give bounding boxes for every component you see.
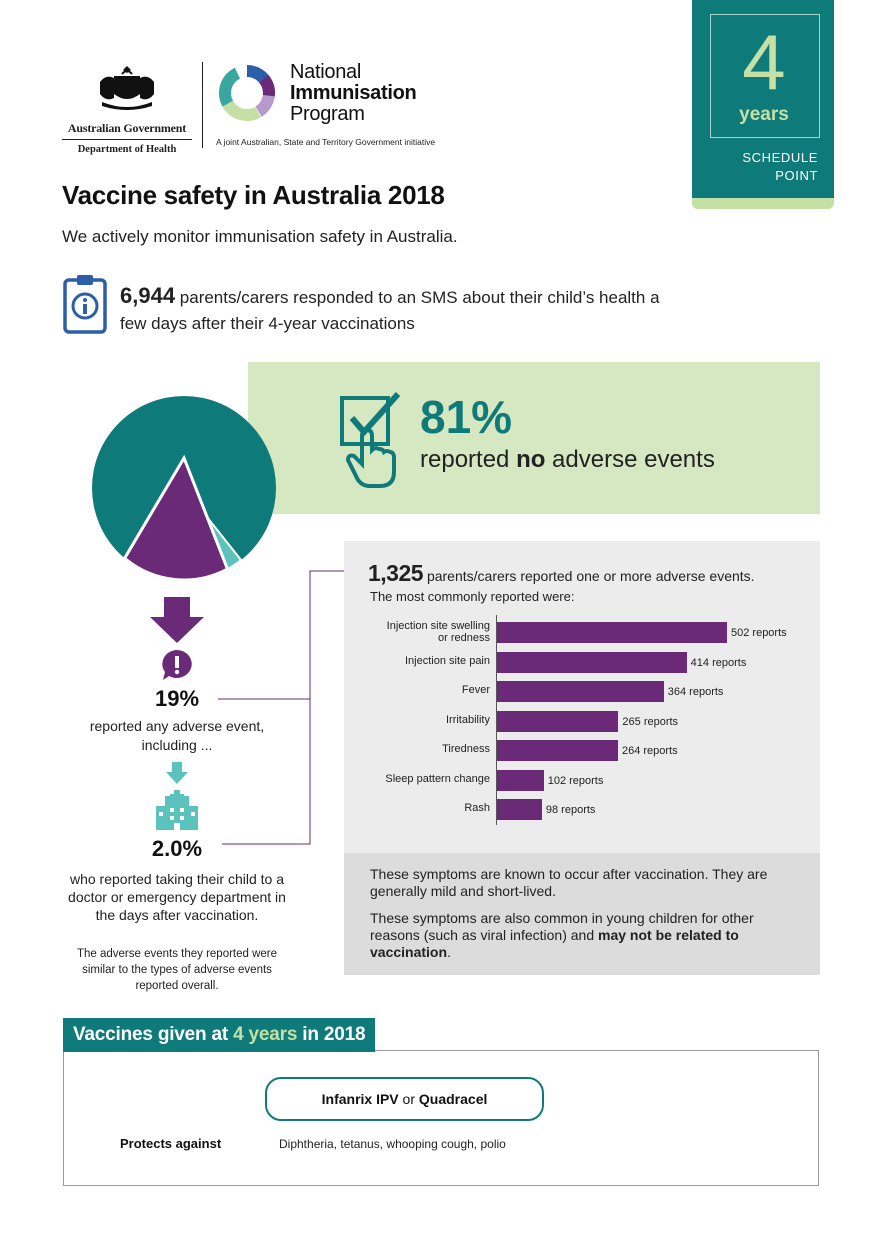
- vaccine-b: Quadracel: [418, 1091, 488, 1107]
- schedule-unit: years: [739, 104, 789, 125]
- any-adverse-text: reported any adverse event, including ...: [89, 718, 265, 753]
- government-name: Australian Government: [67, 121, 187, 135]
- bar-category-label: Injection site pain: [405, 654, 490, 667]
- symptoms-note-2: [370, 910, 800, 961]
- symptoms-note-2-pre: These symptoms are also common in young children for other reasons (such as viral infection) and: [370, 910, 754, 943]
- small-arrow-down-icon: [166, 762, 188, 784]
- adverse-pie-chart: [62, 382, 307, 587]
- schedule-number: 4: [742, 18, 786, 106]
- program-name-line2: Immunisation: [290, 82, 417, 104]
- adverse-summary: [368, 560, 755, 587]
- bar-value-label: 265 reports: [622, 715, 679, 728]
- sms-count: 6,944: [120, 283, 176, 308]
- program-subtitle: A joint Australian, State and Territory Government initiative: [216, 137, 436, 147]
- no-adverse-text-pre: reported: [420, 446, 517, 473]
- vaccine-a: Infanrix IPV: [321, 1091, 399, 1107]
- no-adverse-percent: 81%: [420, 391, 513, 443]
- bar-3: [497, 681, 664, 702]
- bar-5: [497, 740, 618, 761]
- bar-category-label: Injection site swelling or redness: [386, 620, 490, 644]
- doctor-percent: 2.0%: [151, 836, 203, 861]
- adverse-summary-text: parents/carers reported one or more adverse events.: [423, 568, 755, 584]
- intro-text: We actively monitor immunisation safety in Australia.: [62, 227, 458, 246]
- protects-list: Diphtheria, tetanus, whooping cough, polio: [279, 1137, 506, 1151]
- doctor-note: The adverse events they reported were similar to the types of adverse events reported overall.: [76, 948, 278, 992]
- bar-value-label: 502 reports: [731, 627, 787, 639]
- australian-government-logo: [62, 62, 192, 155]
- program-name-line3: Program: [290, 103, 365, 125]
- schedule-label-line2: POINT: [775, 168, 818, 183]
- bar-category-label: Irritability: [445, 713, 490, 726]
- protects-label: Protects against: [120, 1136, 222, 1151]
- arrow-down-icon: [150, 597, 204, 643]
- schedule-label: [700, 149, 818, 185]
- vaccine-names-pill: [265, 1077, 544, 1121]
- vaccines-heading-post: in 2018: [297, 1024, 366, 1045]
- bar-value-label: 364 reports: [667, 686, 724, 698]
- page-title: Vaccine safety in Australia 2018: [62, 180, 445, 210]
- any-adverse-percent: 19%: [154, 686, 200, 711]
- hospital-icon: [155, 790, 199, 830]
- symptoms-note-1: These symptoms are known to occur after vaccination. They are generally mild and short-lived.: [370, 866, 768, 899]
- bar-category-label: Tiredness: [442, 743, 490, 755]
- bar-value-label: 414 reports: [690, 656, 747, 669]
- doctor-text: who reported taking their child to a doctor or emergency department in the days after vaccination.: [68, 871, 286, 923]
- bar-6: [497, 770, 544, 791]
- program-name-line1: National: [290, 61, 361, 83]
- no-adverse-band: [248, 362, 820, 514]
- vaccines-heading-pre: Vaccines given at: [73, 1024, 234, 1045]
- sms-summary: [120, 283, 680, 337]
- checkbox-hand-icon: [338, 392, 406, 492]
- symptoms-note-2-bold: may not be related to vaccination: [370, 927, 739, 960]
- schedule-label-line1: SCHEDULE: [742, 150, 818, 165]
- bar-category-label: Sleep pattern change: [385, 772, 490, 785]
- bar-value-label: 98 reports: [545, 804, 596, 816]
- exclamation-bubble-icon: [160, 648, 194, 682]
- adverse-count: 1,325: [368, 560, 424, 586]
- clipboard-info-icon: [62, 272, 108, 334]
- bar-category-label: Fever: [461, 684, 490, 696]
- program-name: [290, 62, 416, 125]
- no-adverse-text: [420, 446, 715, 474]
- no-adverse-text-post: adverse events: [545, 446, 715, 473]
- bar-category-label: Rash: [464, 802, 490, 814]
- bar-7: [497, 799, 542, 820]
- nip-ring-logo-icon: [216, 62, 278, 124]
- no-adverse-text-bold: no: [516, 446, 546, 473]
- coat-of-arms-icon: [92, 62, 162, 112]
- vaccine-or: or: [398, 1091, 419, 1107]
- bar-value-label: 102 reports: [547, 774, 604, 787]
- bar-2: [497, 652, 687, 673]
- vaccines-heading-highlight: 4 years: [233, 1024, 298, 1045]
- bar-1: [497, 622, 727, 643]
- sms-text: parents/carers responded to an SMS about their child’s health a few days after their 4-year vaccinations: [120, 288, 660, 333]
- vaccines-heading: [63, 1018, 375, 1052]
- most-common-label: The most commonly reported were:: [370, 589, 575, 604]
- bar-4: [497, 711, 618, 732]
- symptoms-note-2-post: .: [447, 944, 451, 960]
- bar-value-label: 264 reports: [621, 745, 678, 757]
- department-name: Department of Health: [62, 139, 192, 155]
- header-divider: [202, 62, 203, 148]
